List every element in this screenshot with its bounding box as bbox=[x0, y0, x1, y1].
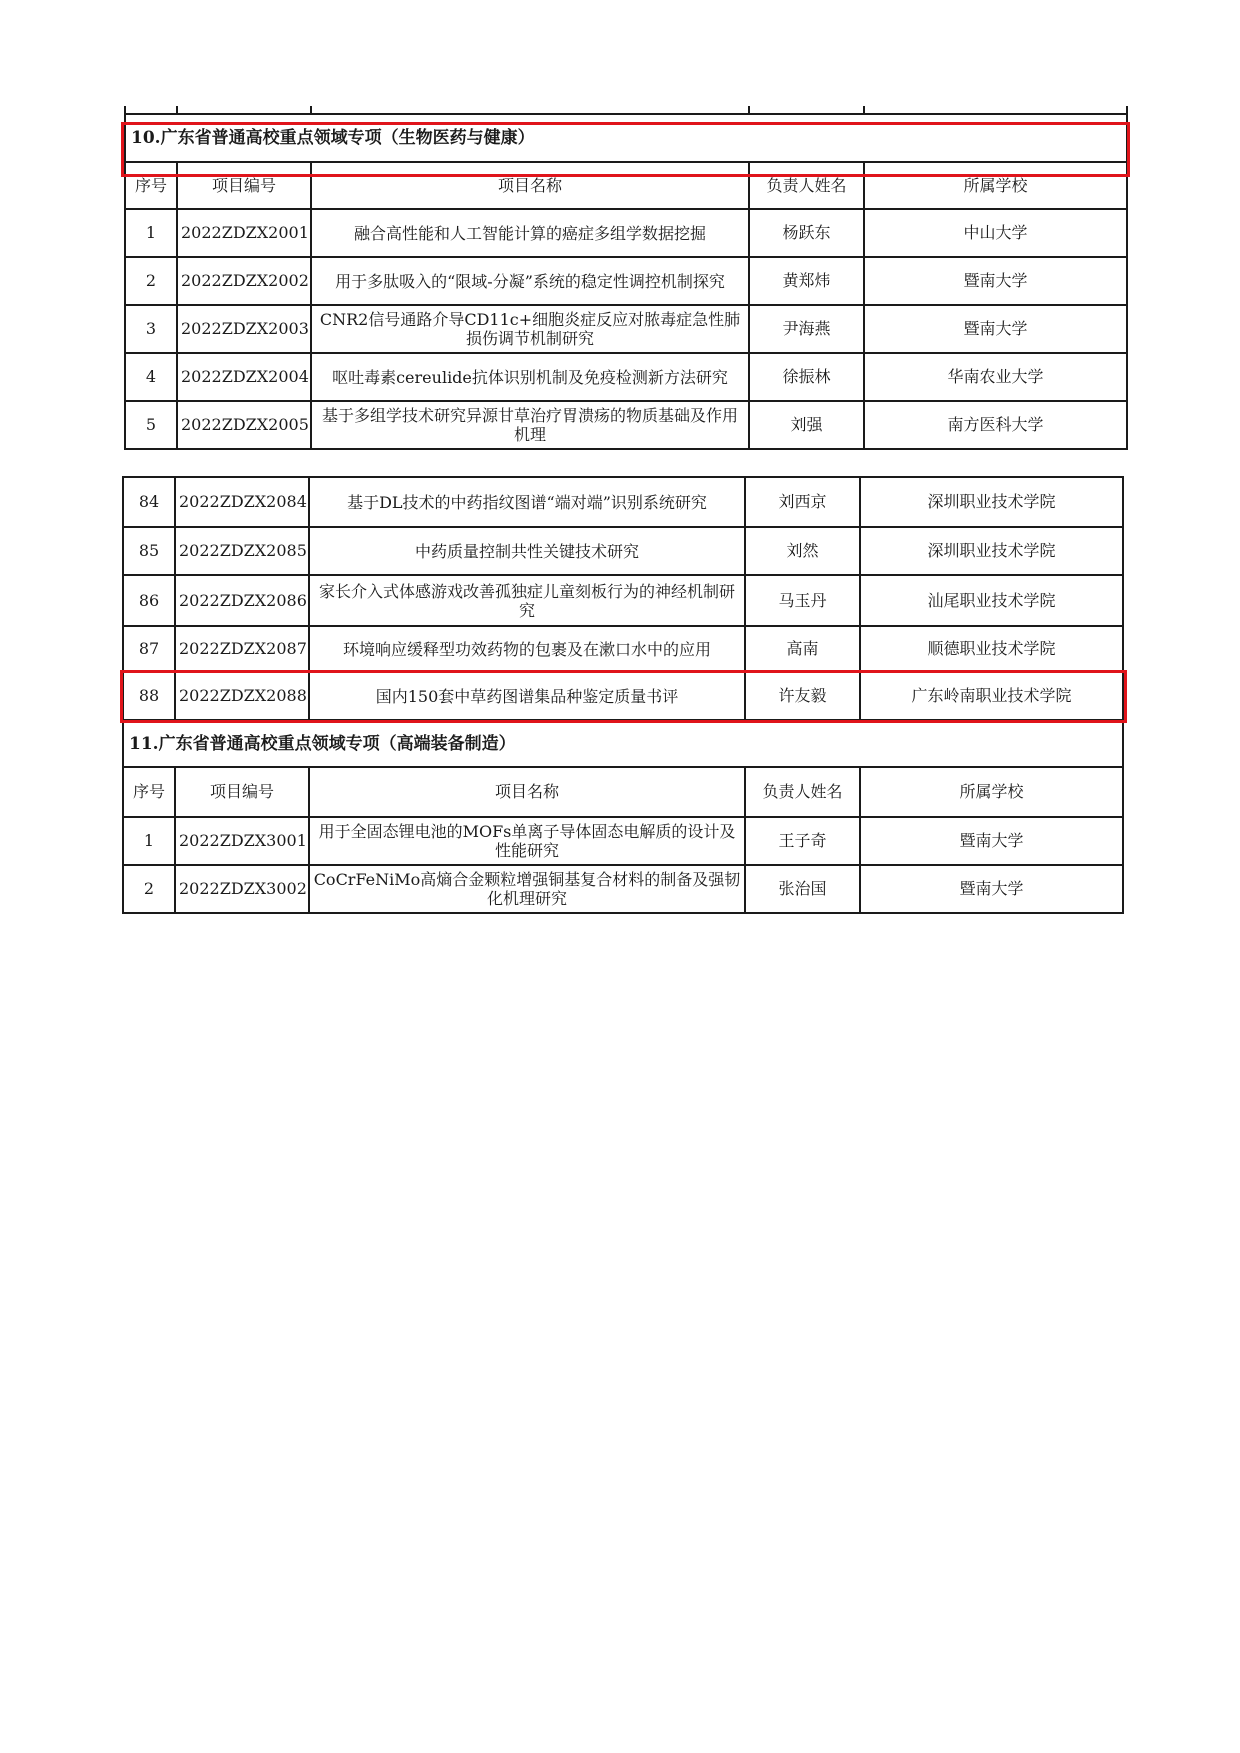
highlight-section10-title bbox=[121, 122, 1130, 177]
header-project-id: 项目编号 bbox=[177, 162, 311, 209]
section11-title: 11.广东省普通高校重点领域专项（高端装备制造） bbox=[123, 720, 1123, 767]
header-school: 所属学校 bbox=[860, 767, 1123, 817]
table-row: 1 2022ZDZX2001 融合高性能和人工智能计算的癌症多组学数据挖掘 杨跃东 中山大学 bbox=[125, 209, 1127, 257]
header-leader: 负责人姓名 bbox=[749, 162, 864, 209]
header-school: 所属学校 bbox=[864, 162, 1127, 209]
header-project-id: 项目编号 bbox=[175, 767, 309, 817]
table-row-highlighted: 88 2022ZDZX2088 国内150套中草药图谱集品种鉴定质量书评 许友毅 广东岭南职业技术学院 bbox=[123, 672, 1123, 720]
header-project-name: 项目名称 bbox=[309, 767, 745, 817]
table-row: 1 2022ZDZX3001 用于全固态锂电池的MOFs单离子导体固态电解质的设计及性能研究 王子奇 暨南大学 bbox=[123, 817, 1123, 865]
highlight-row-88 bbox=[120, 670, 1127, 723]
table-row: 85 2022ZDZX2085 中药质量控制共性关键技术研究 刘然 深圳职业技术学院 bbox=[123, 527, 1123, 575]
table-row: 3 2022ZDZX2003 CNR2信号通路介导CD11c+细胞炎症反应对脓毒症急性肺损伤调节机制研究 尹海燕 暨南大学 bbox=[125, 305, 1127, 353]
table-row: 2 2022ZDZX3002 CoCrFeNiMo高熵合金颗粒增强铜基复合材料的制备及强韧化机理研究 张治国 暨南大学 bbox=[123, 865, 1123, 913]
header-row bbox=[123, 767, 1123, 817]
table-row: 5 2022ZDZX2005 基于多组学技术研究异源甘草治疗胃溃疡的物质基础及作用机理 刘强 南方医科大学 bbox=[125, 401, 1127, 449]
table-row: 84 2022ZDZX2084 基于DL技术的中药指纹图谱“端对端”识别系统研究 刘西京 深圳职业技术学院 bbox=[123, 477, 1123, 527]
header-index: 序号 bbox=[125, 162, 177, 209]
section10-title: 10.广东省普通高校重点领域专项（生物医药与健康） bbox=[125, 114, 1127, 162]
cut-row bbox=[125, 106, 177, 114]
header-index: 序号 bbox=[123, 767, 175, 817]
header-project-name: 项目名称 bbox=[311, 162, 749, 209]
table-row: 87 2022ZDZX2087 环境响应缓释型功效药物的包裹及在漱口水中的应用 高南 顺德职业技术学院 bbox=[123, 626, 1123, 672]
table-row: 2 2022ZDZX2002 用于多肽吸入的“限域-分凝”系统的稳定性调控机制探究 黄郑炜 暨南大学 bbox=[125, 257, 1127, 305]
table-row: 86 2022ZDZX2086 家长介入式体感游戏改善孤独症儿童刻板行为的神经机制研究 马玉丹 汕尾职业技术学院 bbox=[123, 575, 1123, 626]
header-leader: 负责人姓名 bbox=[745, 767, 860, 817]
table-row: 4 2022ZDZX2004 呕吐毒素cereulide抗体识别机制及免疫检测新方法研究 徐振林 华南农业大学 bbox=[125, 353, 1127, 401]
